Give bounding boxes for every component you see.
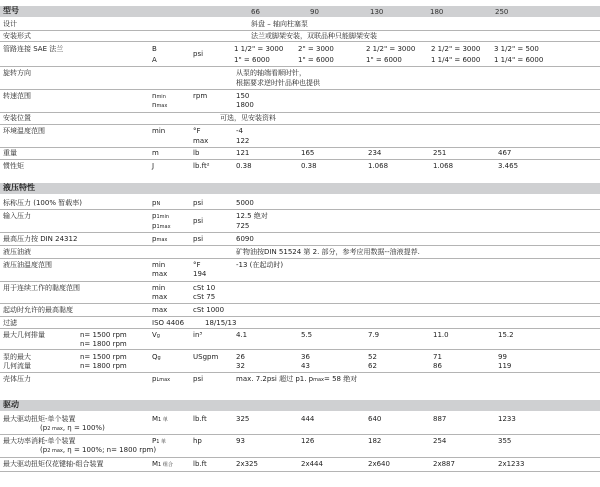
power-note-main: (p <box>40 446 48 454</box>
weight-66: 121 <box>236 149 250 157</box>
ambient-max-value: 122 <box>236 137 250 145</box>
max-p-sym-main: p <box>152 235 157 243</box>
combo-90: 2x444 <box>301 460 323 468</box>
input-p-sym1-main: p <box>152 212 157 220</box>
flange-a-90: 1" = 6000 <box>298 56 334 64</box>
torque-90: 444 <box>301 415 315 423</box>
divider <box>0 66 600 67</box>
start-visc-max: max <box>152 306 168 314</box>
speed-nmax <box>152 101 167 110</box>
inertia-66: 0.38 <box>236 162 252 170</box>
fluid-value: 矿物油按DIN 51524 第 2. 部分，参考应用数据--油液提荐. <box>236 248 420 256</box>
torque-250: 1233 <box>498 415 516 423</box>
case-p-sym <box>152 375 170 384</box>
model-label: 型号 <box>3 6 19 15</box>
drive-section-band <box>0 400 600 411</box>
hydraulic-title: 液压特性 <box>3 183 35 192</box>
rotation-label: 旋转方向 <box>3 69 31 77</box>
divider <box>0 372 600 373</box>
torque-sym-main: M <box>152 415 159 423</box>
case-p-value-end: = 58 绝对 <box>324 375 358 383</box>
install-pos-label: 安装位置 <box>3 114 31 122</box>
viscosity-max: max <box>152 293 168 301</box>
nominal-p-sym-sub: N <box>156 201 161 207</box>
weight-250: 467 <box>498 149 512 157</box>
max-flow-sym-main: Q <box>152 353 158 361</box>
input-p-v1: 12.5 绝对 <box>236 212 268 220</box>
power-sym-sub: 1 单 <box>156 439 167 445</box>
max-flow-v2-250: 119 <box>498 362 512 370</box>
input-p-label: 输入压力 <box>3 212 31 220</box>
nominal-p-sym <box>152 199 160 208</box>
max-p-value: 6090 <box>236 235 254 243</box>
flange-b-66: 1 1/2" = 3000 <box>234 45 284 53</box>
case-p-sym-sub: Lmax <box>156 377 171 383</box>
weight-180: 251 <box>433 149 447 157</box>
weight-130: 234 <box>368 149 382 157</box>
torque-note-end: , η = 100%) <box>62 424 105 432</box>
max-geo-250: 15.2 <box>498 331 514 339</box>
combo-250: 2x1233 <box>498 460 525 468</box>
torque-180: 887 <box>433 415 447 423</box>
speed-label: 转速范围 <box>3 92 31 100</box>
max-flow-sym-sub: g <box>157 355 161 361</box>
max-flow-v2-130: 62 <box>368 362 377 370</box>
max-geo-n2: n= 1800 rpm <box>80 340 127 348</box>
max-flow-label1: 泵的最大 <box>3 353 31 361</box>
torque-label: 最大驱动扭矩-单个装置 <box>3 415 76 423</box>
inertia-unit: lb.ft² <box>193 162 210 170</box>
inertia-250: 3.465 <box>498 162 519 170</box>
divider <box>0 124 600 125</box>
col-header-90: 90 <box>310 8 319 16</box>
fluid-temp-vmax: 194 <box>193 270 207 278</box>
case-p-sym-main: p <box>152 375 157 383</box>
start-visc-label: 起动时允许的最高黏度 <box>3 306 73 314</box>
header-band <box>0 6 600 17</box>
flange-b-180: 2 1/2" = 3000 <box>431 45 481 53</box>
case-p-value-main: max. 7.2psi 超过 p1. p <box>236 375 314 383</box>
divider <box>0 434 600 435</box>
power-note <box>40 446 156 455</box>
max-p-unit: psi <box>193 235 204 243</box>
max-flow-v1-66: 26 <box>236 353 245 361</box>
max-flow-label2: 几何流量 <box>3 362 31 370</box>
flange-b-130: 2 1/2" = 3000 <box>366 45 416 53</box>
power-90: 126 <box>301 437 315 445</box>
torque-sym <box>152 415 168 424</box>
torque-note <box>40 424 105 433</box>
viscosity-label: 用于连续工作的黏度范围 <box>3 284 80 292</box>
torque-66: 325 <box>236 415 250 423</box>
speed-max-value: 1800 <box>236 101 254 109</box>
max-geo-sym <box>152 331 160 340</box>
power-sym <box>152 437 166 446</box>
divider <box>0 316 600 317</box>
input-p-sym2 <box>152 222 171 231</box>
max-geo-180: 11.0 <box>433 331 449 339</box>
max-geo-n1: n= 1500 rpm <box>80 331 127 339</box>
input-p-unit: psi <box>193 217 204 225</box>
filter-label: 过滤 <box>3 319 17 327</box>
ambient-min: min <box>152 127 166 135</box>
nominal-p-sym-main: p <box>152 199 157 207</box>
divider <box>0 89 600 90</box>
rotation-line1: 从泵的轴端看顺时针， <box>236 69 306 77</box>
mounting-label: 安装形式 <box>3 32 31 40</box>
filter-value2: 18/15/13 <box>205 319 237 327</box>
divider <box>0 209 600 210</box>
fluid-temp-label: 液压油温度范围 <box>3 261 52 269</box>
input-p-v2: 725 <box>236 222 250 230</box>
fluid-temp-min: min <box>152 261 166 269</box>
col-header-250: 250 <box>495 8 509 16</box>
flange-b-90: 2" = 3000 <box>298 45 334 53</box>
fluid-temp-max: max <box>152 270 168 278</box>
divider <box>0 147 600 148</box>
fluid-label: 液压油液 <box>3 248 31 256</box>
max-flow-v2-180: 86 <box>433 362 442 370</box>
divider <box>0 112 600 113</box>
flange-sym-a: A <box>152 56 157 64</box>
flange-unit: psi <box>193 50 204 58</box>
max-geo-label: 最大几何排量 <box>3 331 45 339</box>
divider <box>0 258 600 259</box>
max-p-sym <box>152 235 167 244</box>
combo-66: 2x325 <box>236 460 258 468</box>
divider <box>0 41 600 42</box>
weight-label: 重量 <box>3 149 17 157</box>
torque-unit: lb.ft <box>193 415 207 423</box>
fluid-temp-unit: °F <box>193 261 201 269</box>
max-geo-sym-sub: g <box>156 333 160 339</box>
speed-nmax-sym: n <box>152 101 157 109</box>
speed-nmax-sub: max <box>156 103 168 109</box>
filter-value: ISO 4406 <box>152 319 185 327</box>
divider <box>0 328 600 329</box>
power-unit: hp <box>193 437 202 445</box>
max-p-sym-sub: max <box>156 237 168 243</box>
flange-a-130: 1" = 6000 <box>366 56 402 64</box>
inertia-sym: J <box>152 162 155 170</box>
max-flow-v1-90: 36 <box>301 353 310 361</box>
start-visc-value: cSt 1000 <box>193 306 225 314</box>
inertia-label: 惯性矩 <box>3 162 24 170</box>
ambient-min-value: -4 <box>236 127 243 135</box>
divider <box>0 281 600 282</box>
speed-nmin <box>152 92 166 101</box>
col-header-180: 180 <box>430 8 444 16</box>
divider <box>0 349 600 350</box>
divider <box>0 232 600 233</box>
torque-sym-sub: 1 单 <box>158 417 168 423</box>
weight-90: 165 <box>301 149 315 157</box>
speed-nmin-sub: min <box>156 94 166 100</box>
inertia-90: 0.38 <box>301 162 317 170</box>
flange-a-180: 1 1/4" = 6000 <box>431 56 481 64</box>
power-250: 355 <box>498 437 512 445</box>
combo-130: 2x640 <box>368 460 390 468</box>
hydraulic-section-band <box>0 183 600 194</box>
combo-sym-sub: 1 组合 <box>158 462 173 468</box>
col-header-66: 66 <box>251 8 260 16</box>
flange-b-250: 3 1/2" = 500 <box>494 45 539 53</box>
divider <box>0 457 600 458</box>
install-pos-value: 可选，见安装资料 <box>220 114 276 122</box>
nominal-p-unit: psi <box>193 199 204 207</box>
mounting-value: 法兰或脚架安装，双联品种只能脚架安装 <box>251 32 377 40</box>
divider <box>0 471 600 472</box>
power-label: 最大功率消耗-单个装置 <box>3 437 76 445</box>
rotation-line2: 根据要求逆时针品种也提供 <box>236 79 320 87</box>
max-flow-n2: n= 1800 rpm <box>80 362 127 370</box>
case-p-value <box>236 375 357 384</box>
power-note-sub: 2 max <box>47 448 63 454</box>
nominal-p-label: 标称压力 (100% 暂载率) <box>3 199 82 207</box>
fluid-temp-vmin: -13 (在起动时) <box>236 261 284 269</box>
divider <box>0 30 600 31</box>
inertia-130: 1.068 <box>368 162 389 170</box>
max-flow-v1-250: 99 <box>498 353 507 361</box>
ambient-label: 环境温度范围 <box>3 127 45 135</box>
max-flow-sym <box>152 353 161 362</box>
torque-note-sub: 2 max <box>47 426 63 432</box>
max-geo-unit: in³ <box>193 331 203 339</box>
viscosity-vmin: cSt 10 <box>193 284 216 292</box>
nominal-p-value: 5000 <box>236 199 254 207</box>
torque-130: 640 <box>368 415 382 423</box>
max-p-label: 最高压力按 DIN 24312 <box>3 235 78 243</box>
divider <box>0 159 600 160</box>
input-p-sym1 <box>152 212 169 221</box>
max-flow-v1-130: 52 <box>368 353 377 361</box>
combo-label: 最大驱动扭矩仅花键轴-组合装置 <box>3 460 104 468</box>
power-66: 93 <box>236 437 245 445</box>
power-note-end: , η = 100%; n= 1800 rpm) <box>62 446 157 454</box>
flange-a-250: 1 1/4" = 6000 <box>494 56 544 64</box>
power-sym-main: P <box>152 437 157 445</box>
max-geo-66: 4.1 <box>236 331 248 339</box>
viscosity-vmax: cSt 75 <box>193 293 216 301</box>
speed-min-value: 150 <box>236 92 250 100</box>
inertia-180: 1.068 <box>433 162 454 170</box>
combo-sym <box>152 460 173 469</box>
input-p-sym1-sub: 1min <box>156 214 170 220</box>
speed-unit: rpm <box>193 92 208 100</box>
flange-label: 管路连接 SAE 法兰 <box>3 45 64 53</box>
max-flow-unit: USgpm <box>193 353 219 361</box>
weight-unit: lb <box>193 149 200 157</box>
divider <box>0 303 600 304</box>
ambient-unit: °F <box>193 127 201 135</box>
max-flow-v2-90: 43 <box>301 362 310 370</box>
torque-note-main: (p <box>40 424 48 432</box>
case-p-value-sub: max <box>313 377 325 383</box>
ambient-max: max <box>193 137 209 145</box>
design-value: 斜盘 – 轴向柱塞泵 <box>251 20 308 28</box>
max-geo-sym-main: V <box>152 331 157 339</box>
col-header-130: 130 <box>370 8 384 16</box>
case-p-unit: psi <box>193 375 204 383</box>
viscosity-min: min <box>152 284 166 292</box>
combo-180: 2x887 <box>433 460 455 468</box>
power-180: 254 <box>433 437 447 445</box>
design-label: 设计 <box>3 20 17 28</box>
input-p-sym2-sub: 1max <box>156 224 171 230</box>
max-flow-v2-66: 32 <box>236 362 245 370</box>
input-p-sym2-main: p <box>152 222 157 230</box>
max-geo-90: 5.5 <box>301 331 313 339</box>
max-geo-130: 7.9 <box>368 331 380 339</box>
divider <box>0 245 600 246</box>
speed-nmin-sym: n <box>152 92 157 100</box>
combo-sym-main: M <box>152 460 159 468</box>
combo-unit: lb.ft <box>193 460 207 468</box>
power-130: 182 <box>368 437 382 445</box>
max-flow-v1-180: 71 <box>433 353 442 361</box>
max-flow-n1: n= 1500 rpm <box>80 353 127 361</box>
case-p-label: 壳体压力 <box>3 375 31 383</box>
drive-title: 驱动 <box>3 400 19 409</box>
flange-a-66: 1" = 6000 <box>234 56 270 64</box>
weight-sym: m <box>152 149 159 157</box>
flange-sym-b: B <box>152 45 157 53</box>
